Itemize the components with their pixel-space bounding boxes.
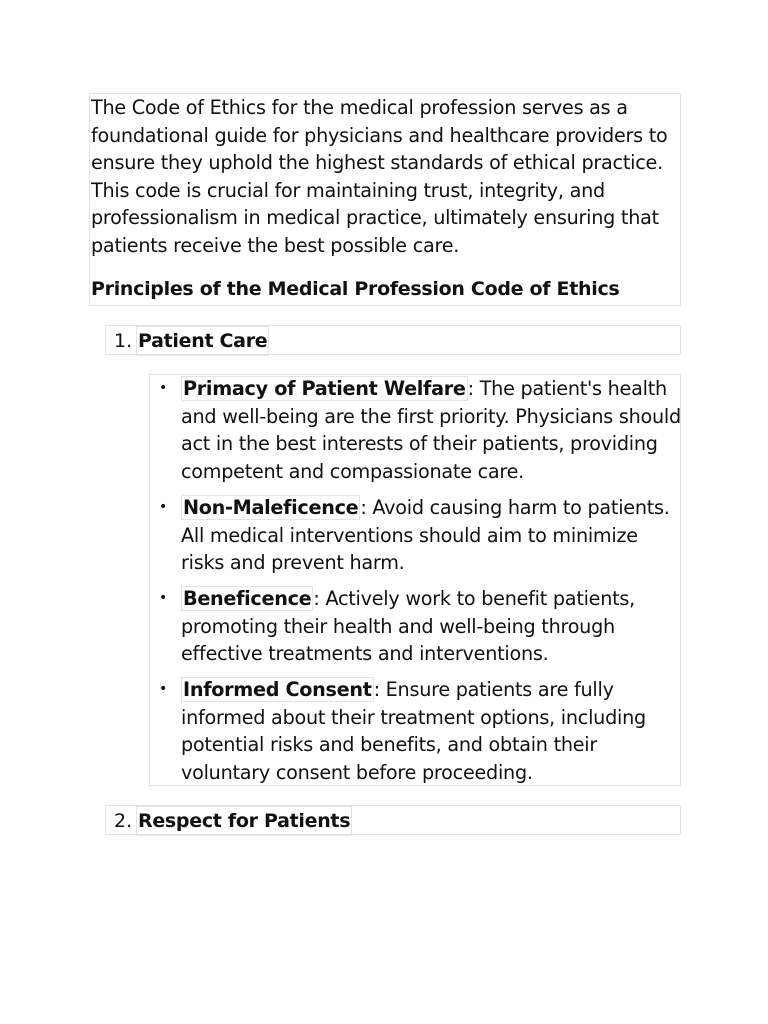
bullet-text: : Actively work to benefit patients, promoting their health and well-being through effective treatments and interventions.	[181, 587, 636, 666]
list-number: 1.	[114, 330, 133, 352]
bullet-term: Primacy of Patient Welfare	[183, 377, 466, 400]
bullet-icon: •	[159, 380, 168, 396]
bullet-term: Informed Consent	[183, 678, 372, 701]
list-item	[159, 494, 681, 577]
section-heading: Principles of the Medical Profession Code of Ethics	[91, 277, 620, 300]
intro-block	[89, 93, 681, 306]
numbered-item-title: Patient Care	[136, 326, 269, 356]
list-item	[159, 676, 681, 786]
bullet-icon: •	[159, 590, 168, 606]
intro-paragraph: The Code of Ethics for the medical profession serves as a foundational guide for physicians and healthcare providers to ensure they uphold the highest standards of ethical practice. This code is crucial for maintaining trust, integrity, and professionalism in medical practice, ultimately ensuring that patients receive the best possible care.	[91, 96, 668, 257]
bullet-icon: •	[159, 499, 168, 515]
bullet-term: Non-Maleficence	[183, 496, 359, 519]
bullet-list	[149, 374, 681, 786]
list-item	[159, 375, 681, 485]
numbered-item-title: Respect for Patients	[136, 806, 352, 836]
bullet-term: Beneficence	[183, 587, 312, 610]
numbered-item-patient-care	[105, 325, 681, 355]
bullet-icon: •	[159, 681, 168, 697]
bullet-text: : Ensure patients are fully informed about their treatment options, including potential risks and benefits, and obtain their voluntary consent before proceeding.	[181, 678, 646, 784]
bullet-text: : The patient's health and well-being are the first priority. Physicians should act in the best interests of their patients, providing competent and compassionate care.	[181, 377, 681, 483]
list-number: 2.	[114, 810, 133, 832]
list-item	[159, 585, 681, 668]
numbered-item-respect-for-patients	[105, 805, 681, 835]
bullet-text: : Avoid causing harm to patients. All medical interventions should aim to minimize risks and prevent harm.	[181, 496, 670, 575]
